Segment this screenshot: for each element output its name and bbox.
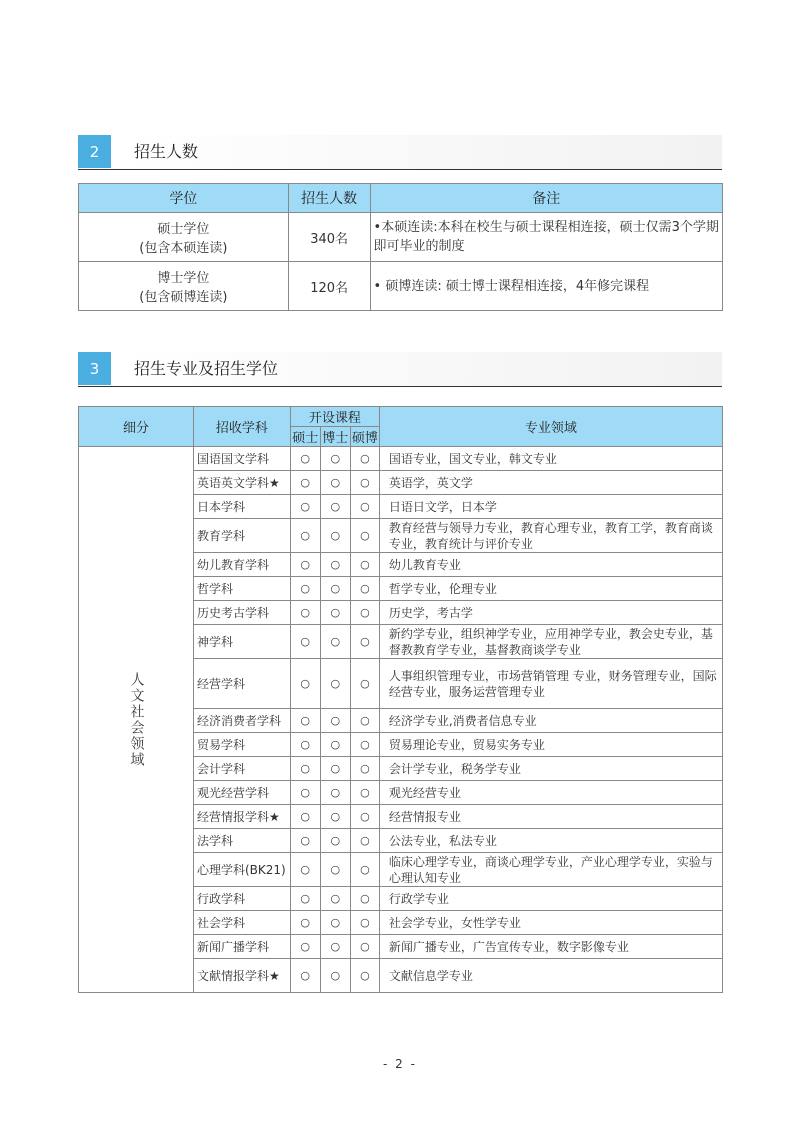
subject-cell: 国语国文学科 xyxy=(194,447,291,471)
field-cell: 新约学专业，组织神学专业，应用神学专业，教会史专业，基督教教育学专业，基督教商谈学专业 xyxy=(379,625,722,659)
combined-mark: ○ xyxy=(351,709,380,733)
note-cell: •本硕连读:本科在校生与硕士课程相连接，硕士仅需3个学期即可毕业的制度 xyxy=(370,213,722,262)
majors-body xyxy=(79,447,723,993)
header-note: 备注 xyxy=(370,184,722,213)
page-number: - 2 - xyxy=(383,1057,417,1071)
header-doctor: 博士 xyxy=(320,427,350,447)
section-2-header xyxy=(78,135,722,170)
subject-cell: 法学科 xyxy=(194,829,291,853)
combined-mark: ○ xyxy=(351,471,380,495)
header-combined: 硕博 xyxy=(351,427,380,447)
combined-mark: ○ xyxy=(351,805,380,829)
subject-cell: 神学科 xyxy=(194,625,291,659)
master-mark: ○ xyxy=(290,471,320,495)
doctor-mark: ○ xyxy=(320,757,350,781)
master-mark: ○ xyxy=(290,805,320,829)
field-cell: 国语专业，国文专业，韩文专业 xyxy=(379,447,722,471)
subject-cell: 经营情报学科★ xyxy=(194,805,291,829)
combined-mark: ○ xyxy=(351,829,380,853)
majors-table xyxy=(78,406,723,993)
majors-header-row xyxy=(79,407,723,427)
header-category: 细分 xyxy=(79,407,194,447)
header-subject: 招收学科 xyxy=(194,407,291,447)
field-cell: 新闻广播专业，广告宣传专业，数字影像专业 xyxy=(379,935,722,959)
enrollment-row xyxy=(79,262,723,311)
master-mark: ○ xyxy=(290,709,320,733)
field-cell: 贸易理论专业，贸易实务专业 xyxy=(379,733,722,757)
subject-cell: 英语英文学科★ xyxy=(194,471,291,495)
header-courses: 开设课程 xyxy=(290,407,379,427)
doctor-mark: ○ xyxy=(320,781,350,805)
doctor-mark: ○ xyxy=(320,601,350,625)
degree-cell xyxy=(79,213,289,262)
subject-cell: 哲学科 xyxy=(194,577,291,601)
master-mark: ○ xyxy=(290,625,320,659)
field-cell: 观光经营专业 xyxy=(379,781,722,805)
subject-cell: 贸易学科 xyxy=(194,733,291,757)
section-3-number: 3 xyxy=(78,352,111,385)
subject-cell: 行政学科 xyxy=(194,887,291,911)
combined-mark: ○ xyxy=(351,447,380,471)
doctor-mark: ○ xyxy=(320,553,350,577)
field-cell: 历史学，考古学 xyxy=(379,601,722,625)
doctor-mark: ○ xyxy=(320,659,350,709)
combined-mark: ○ xyxy=(351,959,380,993)
subject-cell: 幼儿教育学科 xyxy=(194,553,291,577)
subject-cell: 教育学科 xyxy=(194,519,291,553)
master-mark: ○ xyxy=(290,733,320,757)
combined-mark: ○ xyxy=(351,495,380,519)
doctor-mark: ○ xyxy=(320,733,350,757)
master-mark: ○ xyxy=(290,601,320,625)
doctor-mark: ○ xyxy=(320,829,350,853)
combined-mark: ○ xyxy=(351,733,380,757)
combined-mark: ○ xyxy=(351,625,380,659)
degree-name: 硕士学位 xyxy=(157,222,210,237)
field-cell: 哲学专业，伦理专业 xyxy=(379,577,722,601)
field-cell: 临床心理学专业，商谈心理学专业，产业心理学专业，实验与心理认知专业 xyxy=(379,853,722,887)
degree-sub: (包含本硕连读) xyxy=(139,241,228,256)
count-cell: 340名 xyxy=(288,213,370,262)
field-cell: 社会学专业，女性学专业 xyxy=(379,911,722,935)
combined-mark: ○ xyxy=(351,853,380,887)
master-mark: ○ xyxy=(290,447,320,471)
doctor-mark: ○ xyxy=(320,709,350,733)
field-cell: 经济学专业,消费者信息专业 xyxy=(379,709,722,733)
header-count: 招生人数 xyxy=(288,184,370,213)
master-mark: ○ xyxy=(290,495,320,519)
combined-mark: ○ xyxy=(351,659,380,709)
master-mark: ○ xyxy=(290,519,320,553)
doctor-mark: ○ xyxy=(320,495,350,519)
doctor-mark: ○ xyxy=(320,447,350,471)
master-mark: ○ xyxy=(290,757,320,781)
field-cell: 幼儿教育专业 xyxy=(379,553,722,577)
combined-mark: ○ xyxy=(351,911,380,935)
degree-cell xyxy=(79,262,289,311)
degree-sub: (包含硕博连读) xyxy=(139,290,228,305)
doctor-mark: ○ xyxy=(320,625,350,659)
field-cell: 行政学专业 xyxy=(379,887,722,911)
combined-mark: ○ xyxy=(351,553,380,577)
field-cell: 教育经营与领导力专业，教育心理专业，教育工学，教育商谈专业，教育统计与评价专业 xyxy=(379,519,722,553)
field-cell: 经营情报专业 xyxy=(379,805,722,829)
doctor-mark: ○ xyxy=(320,959,350,993)
subject-cell: 新闻广播学科 xyxy=(194,935,291,959)
count-cell: 120名 xyxy=(288,262,370,311)
subject-cell: 历史考古学科 xyxy=(194,601,291,625)
field-cell: 人事组织管理专业，市场营销管理 专业，财务管理专业，国际经营专业，服务运营管理专业 xyxy=(379,659,722,709)
master-mark: ○ xyxy=(290,935,320,959)
doctor-mark: ○ xyxy=(320,519,350,553)
combined-mark: ○ xyxy=(351,757,380,781)
note-cell: • 硕博连读: 硕士博士课程相连接，4年修完课程 xyxy=(370,262,722,311)
field-cell: 日语日文学，日本学 xyxy=(379,495,722,519)
master-mark: ○ xyxy=(290,887,320,911)
table-row xyxy=(79,447,723,471)
header-degree: 学位 xyxy=(79,184,289,213)
enrollment-header-row xyxy=(79,184,723,213)
header-field: 专业领域 xyxy=(379,407,722,447)
combined-mark: ○ xyxy=(351,577,380,601)
subject-cell: 日本学科 xyxy=(194,495,291,519)
doctor-mark: ○ xyxy=(320,911,350,935)
section-3-header xyxy=(78,352,722,387)
master-mark: ○ xyxy=(290,911,320,935)
subject-cell: 心理学科(BK21) xyxy=(194,853,291,887)
section-2-number: 2 xyxy=(78,135,111,168)
doctor-mark: ○ xyxy=(320,471,350,495)
combined-mark: ○ xyxy=(351,781,380,805)
master-mark: ○ xyxy=(290,553,320,577)
master-mark: ○ xyxy=(290,577,320,601)
combined-mark: ○ xyxy=(351,887,380,911)
master-mark: ○ xyxy=(290,853,320,887)
master-mark: ○ xyxy=(290,781,320,805)
enrollment-table xyxy=(78,183,723,311)
header-master: 硕士 xyxy=(290,427,320,447)
section-2-title: 招生人数 xyxy=(118,135,722,169)
enrollment-row xyxy=(79,213,723,262)
field-cell: 英语学，英文学 xyxy=(379,471,722,495)
master-mark: ○ xyxy=(290,659,320,709)
field-cell: 文献信息学专业 xyxy=(379,959,722,993)
subject-cell: 经济消费者学科 xyxy=(194,709,291,733)
subject-cell: 社会学科 xyxy=(194,911,291,935)
combined-mark: ○ xyxy=(351,935,380,959)
doctor-mark: ○ xyxy=(320,887,350,911)
subject-cell: 经营学科 xyxy=(194,659,291,709)
subject-cell: 观光经营学科 xyxy=(194,781,291,805)
doctor-mark: ○ xyxy=(320,935,350,959)
field-cell: 会计学专业，税务学专业 xyxy=(379,757,722,781)
degree-name: 博士学位 xyxy=(157,271,210,286)
doctor-mark: ○ xyxy=(320,805,350,829)
subject-cell: 文献情报学科★ xyxy=(194,959,291,993)
subject-cell: 会计学科 xyxy=(194,757,291,781)
master-mark: ○ xyxy=(290,959,320,993)
combined-mark: ○ xyxy=(351,519,380,553)
field-cell: 公法专业，私法专业 xyxy=(379,829,722,853)
section-3-title: 招生专业及招生学位 xyxy=(118,352,722,386)
doctor-mark: ○ xyxy=(320,577,350,601)
category-cell: 人文社会领域 xyxy=(79,447,194,993)
master-mark: ○ xyxy=(290,829,320,853)
combined-mark: ○ xyxy=(351,601,380,625)
doctor-mark: ○ xyxy=(320,853,350,887)
